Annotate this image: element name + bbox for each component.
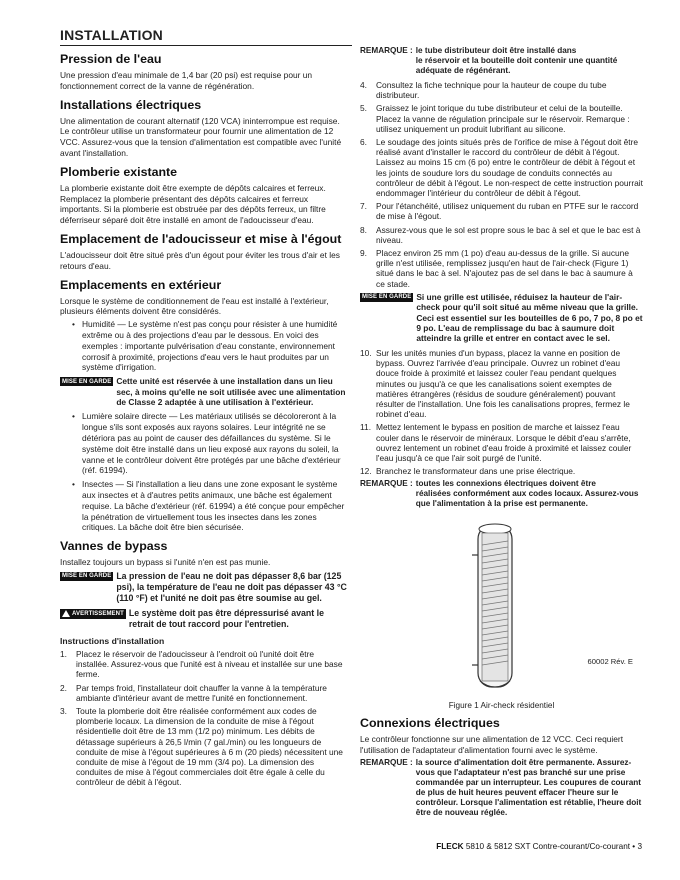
electrical-heading: Installations électriques — [60, 97, 202, 112]
location-text: L'adoucisseur doit être situé près d'un égout pour éviter les trous d'air et les retours d'eau. — [60, 249, 340, 271]
step-text: Toute la plomberie doit être réalisée conformément aux codes de plomberie locaux. La dimension de la conduite de mise à l'égout résidentielle doit être de 13 mm (1/2 po) minimum. Les débits de détassage supérieurs à 26,5 l/min (7 gal./min) ou les longueurs de conduite de mise à l'égout supérieures à 6 m (20 pieds) nécessitent une conduite de mise à l'égout de 19 mm (3/4 po). La dimension des conduites de mise à l'égout commerciales doit être égale à celle du contrôleur de débit à l'égout. — [76, 705, 343, 788]
step-number: 2. — [60, 682, 67, 693]
bypass-heading: Vannes de bypass — [60, 539, 168, 554]
remark-distributor — [360, 46, 643, 76]
footer-text: 5810 & 5812 SXT Contre-courant/Co-courant • 3 — [465, 842, 642, 851]
step-text: Par temps froid, l'installateur doit chauffer la vanne à la température ambiante d'intérieur avant de mettre l'unité en fonctionnement. — [76, 682, 327, 703]
plumbing-heading: Plomberie existante — [60, 164, 178, 179]
water-pressure-text: Une pression d'eau minimale de 1,4 bar (20 psi) est requise pour un fonctionnement correct de la vanne de régénération. — [60, 70, 313, 91]
instruction-step — [360, 137, 643, 198]
warning-text: Le système doit pas être dépressurisé avant le retrait de tout raccord pour l'entretien. — [128, 607, 324, 629]
remark-text-rest: le réservoir et la bouteille doit contenir une quantité adéquate de régénérant. — [415, 56, 618, 75]
warning-badge-label: AVERTISSEMENT — [72, 610, 124, 617]
remark-body — [416, 479, 643, 509]
instruction-step — [360, 466, 643, 476]
figure-caption: Figure 1 Air-check résidentiel — [448, 701, 555, 711]
remark-body — [416, 46, 643, 76]
remark-power — [360, 758, 643, 818]
step-number: 6. — [360, 137, 367, 148]
instruction-step — [360, 422, 643, 463]
outdoor-intro: Lorsque le système de conditionnement de l'eau est installé à l'extérieur, plusieurs éléments doivent être considérés. — [60, 295, 329, 317]
step-number: 10. — [360, 347, 372, 358]
footer-brand: FLECK — [436, 842, 464, 851]
step-text: Sur les unités munies d'un bypass, placez la vanne en position de bypass. Ouvrez l'arrivée d'eau principale. Ouvrez un robinet d'eau douce froide à proximité et laissez couler l'eau pendant quelques minutes ou jusqu'à ce que les canalisations soient exemptes de matières étrangères (résidus de soudure généralement) pouvant résulter de l'installation. Une fois les canalisations propres, fermez le robinet d'eau. — [376, 347, 630, 420]
warning-badge — [60, 609, 126, 619]
step-text: Graissez le joint torique du tube distributeur et celui de la bouteille. Placez la vanne de régulation principale sur le réservoir. Remarque : utilisez uniquement un produit lubrifiant au silicone. — [376, 103, 630, 134]
step-number: 5. — [360, 103, 367, 114]
step-text: Placez environ 25 mm (1 po) d'eau au-dessus de la grille. Si aucune grille n'est utilisée, remplissez jusqu'en haut de l'air-check (Figure 1) situé dans le bac à sel. N'ajoutez pas de sel dans le bac à saumure à ce stade. — [376, 248, 633, 289]
connections-heading: Connexions électriques — [360, 716, 500, 731]
bypass-text: Installez toujours un bypass si l'unité n'en est pas munie. — [60, 557, 271, 568]
remark-body — [416, 758, 643, 818]
instruction-step — [60, 649, 348, 680]
step-text: Consultez la fiche technique pour la hauteur de coupe du tube distributeur. — [376, 80, 607, 101]
connections-text: Le contrôleur fonctionne sur une alimentation de 12 VCC. Ceci requiert l'utilisation de l'adaptateur d'alimentation fourni avec le système. — [360, 734, 624, 756]
caution-notice-grid — [360, 292, 643, 344]
remark-text-first: la source d'alimentation doit être permanente. Assurez- — [415, 757, 632, 767]
remark-text-first: toutes les connexions électriques doivent être — [415, 479, 596, 489]
instruction-step — [360, 201, 643, 221]
instructions-heading: Instructions d'installation — [60, 635, 165, 646]
sunlight-bullet: • Lumière solaire directe — Les matériaux utilisés se décoloreront à la longue s'ils sont exposés aux rayons solaires. Leur intégrité ne se détériora pas au point de causer des défaillances du système. Si le système doit être installé dans un lieu exposé aux rayons du soleil, la vanne et le contrôleur doivent être protégés par une bâche d'extérieur (réf. 61994). — [72, 411, 348, 476]
instructions-list-continued — [360, 80, 643, 289]
caution-text: La pression de l'eau ne doit pas dépasser 8,6 bar (125 psi), la température de l'eau ne doit pas dépasser 43 °C (110 °F) et l'unité ne doit pas être soumise au gel. — [116, 570, 347, 603]
remark-text-first: le tube distributeur doit être installé dans — [415, 46, 577, 55]
instructions-list — [60, 649, 348, 788]
remark-label: REMARQUE : — [360, 479, 413, 489]
step-number: 4. — [360, 80, 367, 90]
warning-triangle-icon — [62, 610, 70, 617]
instruction-step — [60, 706, 348, 788]
caution-notice-dry — [60, 376, 348, 407]
remark-label: REMARQUE : — [360, 757, 413, 767]
humidity-bullet: • Humidité — Le système n'est pas conçu pour résister à une humidité extrême ou à des projections d'eau par le dessous. En voici des exemples : importante pulvérisation d'eau constante, environnement corrosif à proximité, projections d'eau vers le haut produites par un système d'irrigation. — [72, 319, 348, 373]
outdoor-list — [72, 319, 348, 373]
caution-badge: MISE EN GARDE — [62, 378, 112, 385]
instruction-step — [360, 103, 643, 134]
outdoor-heading: Emplacements en extérieur — [60, 277, 222, 292]
air-check-illustration — [460, 515, 530, 695]
warning-notice — [60, 608, 348, 630]
step-text: Assurez-vous que le sol est propre sous le bac à sel et que le bac est à niveau. — [376, 224, 641, 245]
instructions-list-final — [360, 348, 643, 476]
step-number: 9. — [360, 248, 367, 259]
plumbing-text: La plomberie existante doit être exempte de dépôts calcaires et ferreux. Remplacez la plomberie présentant des dépôts calcaires et ferreux importants. Si la plomberie est obstruée par des dépôts ferreux, un filtre déferriseur séparé doit être installé en amont de l'adoucisseur d'eau. — [60, 182, 326, 226]
step-number: 12. — [360, 466, 372, 477]
figure-code: 60002 Rév. E — [587, 657, 633, 667]
step-number: 11. — [360, 422, 372, 433]
caution-text: Si une grille est utilisée, réduisez la hauteur de l'air-check pour qu'il soit situé au même niveau que la grille. Ceci est essentiel sur les bouteilles de 6 po, 7 po, 8 po et 9 po. L'eau de remplissage du bac à saumure doit atteindre la grille et entrer en contact avec le sel. — [416, 291, 643, 344]
step-text: Le soudage des joints situés près de l'orifice de mise à l'égout doit être réalisé avant d'installer le raccord du contrôleur de débit à l'égout. Laissez au moins 15 cm (6 po) entre le contrôleur de débit à l'égout et les joints de soudure lors du soudage de conduits connectés au contrôleur de débit à l'égout. Le non-respect de cette instruction pourrait endommager l'intérieur du contrôleur de débit à l'égout. — [376, 137, 643, 199]
step-text: Placez le réservoir de l'adoucisseur à l'endroit où l'unité doit être installée. Assurez-vous que l'unité est à niveau et installée sur une base ferme. — [76, 648, 343, 680]
instruction-step — [360, 80, 643, 100]
remark-label: REMARQUE : — [360, 46, 413, 55]
remark-electrical — [360, 479, 643, 509]
instruction-step — [360, 248, 643, 289]
left-column — [60, 52, 348, 791]
step-text: Mettez lentement le bypass en position de marche et laissez l'eau couler dans le réservoir de minéraux. Lorsque le débit d'eau s'arrête, ouvrez lentement un robinet d'eau froide à proximité et laissez couler l'eau jusqu'à ce que l'air soit purgé de l'unité. — [376, 422, 632, 463]
caution-badge: MISE EN GARDE — [362, 294, 412, 301]
water-pressure-heading: Pression de l'eau — [60, 52, 162, 66]
step-number: 3. — [60, 705, 67, 716]
caution-text: Cette unité est réservée à une installation dans un lieu sec, à moins qu'elle ne soit utilisée avec une alimentation de Classe 2 adaptée à une utilisation à l'extérieur. — [116, 376, 346, 407]
page-footer — [436, 842, 642, 851]
remark-text-rest: vous que l'adaptateur n'est pas branché sur une prise commandée par un interrupteur. Les coupures de courant de plus de huit heures peuvent effacer l'heure sur le contrôleur. Lorsque l'alimentation est rétablie, l'heure doit être de nouveau réglée. — [415, 767, 642, 817]
right-column — [360, 46, 643, 822]
electrical-text: Une alimentation de courant alternatif (120 VCA) ininterrompue est requise. Le contrôleur utilise un transformateur pour fournir une alimentation de 12 VCC. Assurez-vous que la tension d'alimentation est compatible avec l'unité avant l'installation. — [60, 115, 342, 158]
step-text: Pour l'étanchéité, utilisez uniquement du ruban en PTFE sur le raccord de mise à l'égout. — [376, 201, 639, 222]
step-text: Branchez le transformateur dans une prise électrique. — [376, 466, 576, 477]
step-number: 7. — [360, 201, 367, 212]
step-number: 8. — [360, 224, 367, 235]
air-check-figure — [360, 515, 643, 705]
instruction-step — [360, 348, 643, 419]
step-number: 1. — [60, 648, 67, 659]
remark-text-rest: réalisées conformément aux codes locaux. Assurez-vous que l'alimentation à la prise est permanente. — [415, 489, 639, 509]
insects-bullet: • Insectes — Si l'installation a lieu dans une zone exposant le système aux insectes et à d'autres petits animaux, une bâche est également requise. La bâche d'extérieur (réf. 61994) a été conçue pour empêcher la pénétration de virtuellement tous les insectes dans les zones critiques. La bâche doit être bien sécurisée. — [72, 479, 348, 533]
caution-badge: MISE EN GARDE — [62, 573, 112, 580]
outdoor-list-2 — [72, 411, 348, 533]
instruction-step — [360, 225, 643, 245]
instruction-step — [60, 683, 348, 703]
caution-notice-pressure — [60, 571, 348, 604]
location-heading: Emplacement de l'adoucisseur et mise à l'égout — [60, 231, 342, 246]
section-title: INSTALLATION — [60, 27, 352, 46]
